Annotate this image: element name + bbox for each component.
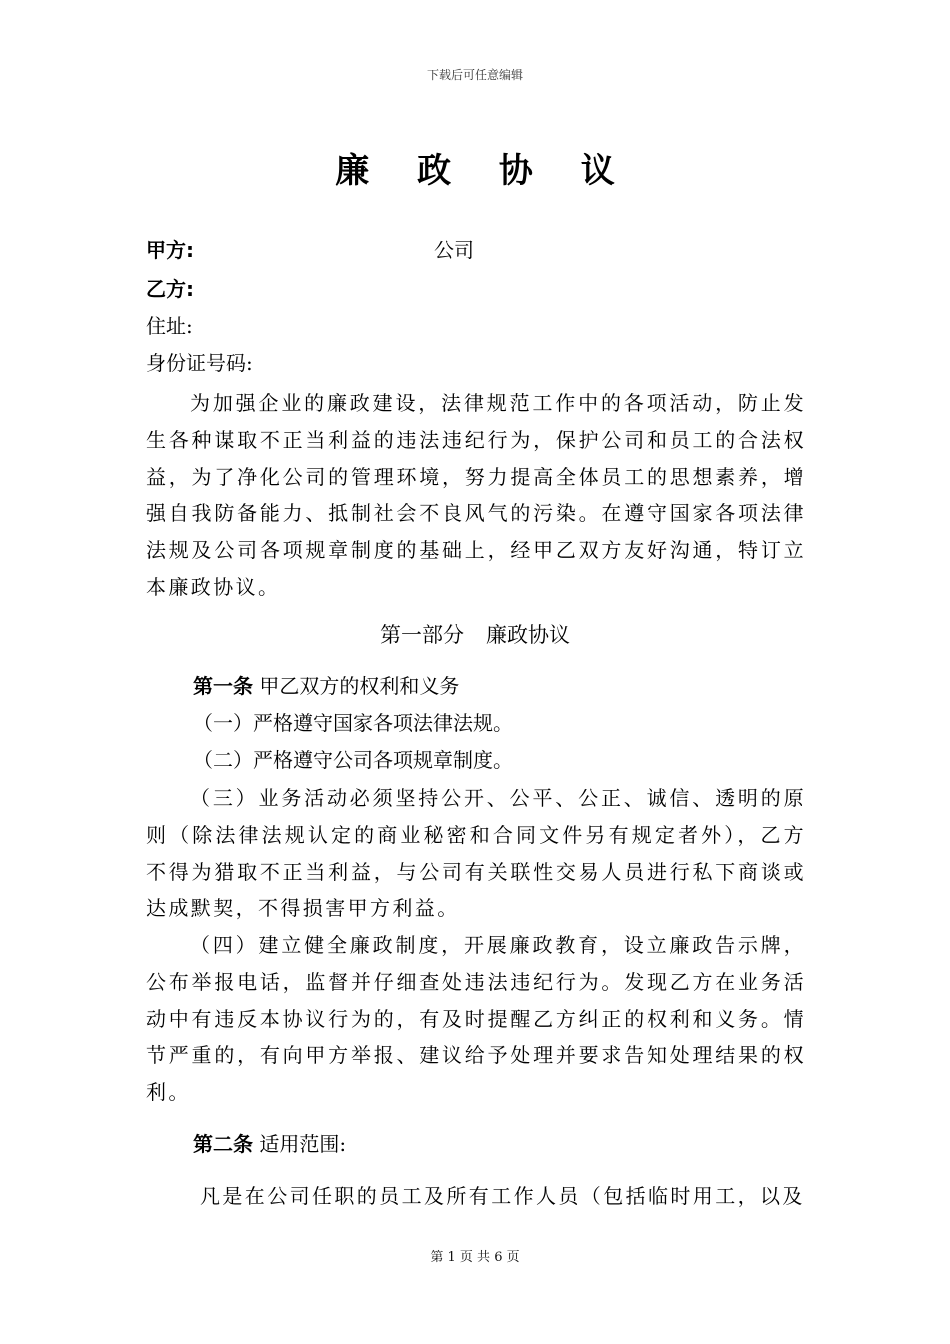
article-1-item-1: （一）严格遵守国家各项法律法规。 <box>193 711 513 735</box>
page-number: 第 1 页 共 6 页 <box>430 1250 520 1265</box>
party-b-label: 乙方: <box>146 277 194 301</box>
article-1-heading <box>193 672 459 700</box>
article-1-item-2: （二）严格遵守公司各项规章制度。 <box>193 748 513 772</box>
section-heading <box>0 620 950 650</box>
article-1-label: 第一条 <box>193 674 253 698</box>
article-1-item-4: （四）建立健全廉政制度，开展廉政教育，设立廉政告示牌，公布举报电话，监督并仔细查处违法违纪行为。发现乙方在业务活动中有违反本协议行为的，有及时提醒乙方纠正的权利和义务。情节严重的，有向甲方举报、建议给予处理并要求告知处理结果的权利。 <box>146 933 806 1105</box>
article-1-title: 甲乙双方的权利和义务 <box>259 674 460 698</box>
article-2-label: 第二条 <box>193 1132 253 1156</box>
party-a-label: 甲方: <box>146 238 194 262</box>
article-2-heading <box>193 1130 346 1158</box>
section-part: 第一部分 <box>380 623 464 647</box>
party-a-company: 公司 <box>434 238 474 262</box>
id-number-label: 身份证号码: <box>146 351 253 375</box>
address-label: 住址: <box>146 314 193 338</box>
section-name: 廉政协议 <box>486 623 570 647</box>
document-title: 廉 政 协 议 <box>335 151 633 191</box>
article-2-title: 适用范围: <box>259 1132 347 1156</box>
intro-paragraph: 为加强企业的廉政建设，法律规范工作中的各项活动，防止发生各种谋取不正当利益的违法违纪行为，保护公司和员工的合法权益，为了净化公司的管理环境，努力提高全体员工的思想素养，增强自我防备能力、抵制社会不良风气的污染。在遵守国家各项法律法规及公司各项规章制度的基础上，经甲乙双方友好沟通，特订立本廉政协议。 <box>146 391 806 599</box>
header-note: 下载后可任意编辑 <box>426 68 523 82</box>
article-1-item-3: （三）业务活动必须坚持公开、公平、公正、诚信、透明的原则（除法律法规认定的商业秘密和合同文件另有规定者外），乙方不得为猎取不正当利益，与公司有关联性交易人员进行私下商谈或达成默契，不得损害甲方利益。 <box>146 786 806 921</box>
article-2-text: 凡是在公司任职的员工及所有工作人员（包括临时用工，以及 <box>200 1184 805 1208</box>
